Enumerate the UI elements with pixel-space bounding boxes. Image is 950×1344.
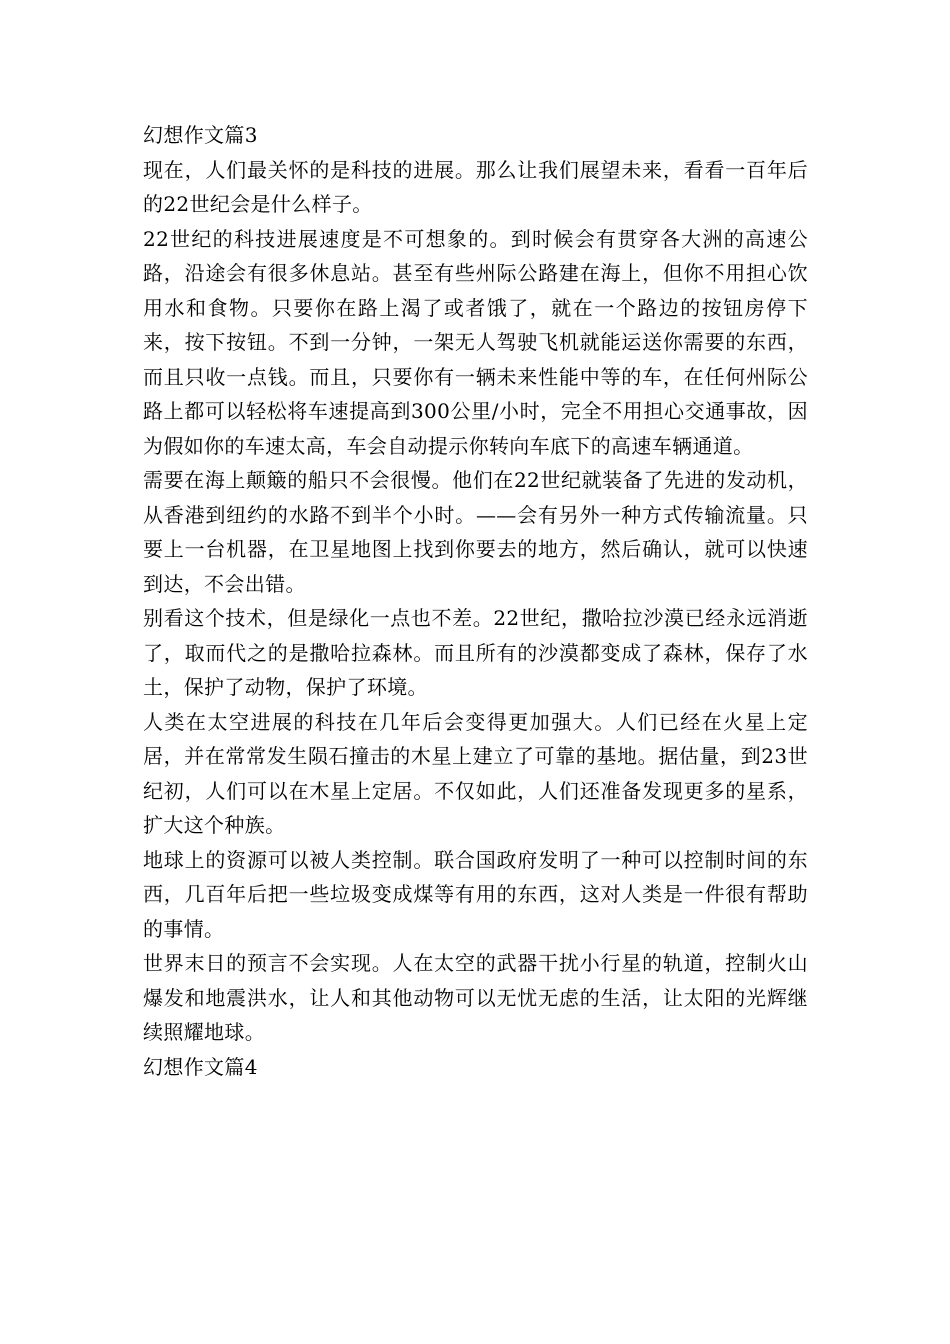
paragraph-greening: 别看这个技术，但是绿化一点也不差。22世纪，撒哈拉沙漠已经永远消逝了，取而代之的是撒哈拉森林。而且所有的沙漠都变成了森林，保存了水土，保护了动物，保护了环境。 — [143, 606, 808, 699]
paragraph-intro: 现在，人们最关怀的是科技的进展。那么让我们展望未来，看看一百年后的22世纪会是什么样子。 — [143, 157, 808, 216]
paragraph-highways: 22世纪的科技进展速度是不可想象的。到时候会有贯穿各大洲的高速公路，沿途会有很多休息站。甚至有些州际公路建在海上，但你不用担心饮用水和食物。只要你在路上渴了或者饿了，就在一个路边的按钮房停下来，按下按钮。不到一分钟，一架无人驾驶飞机就能运送你需要的东西，而且只收一点钱。而且，只要你有一辆未来性能中等的车，在任何州际公路上都可以轻松将车速提高到300公里/小时，完全不用担心交通事故，因为假如你的车速太高，车会自动提示你转向车底下的高速车辆通道。 — [143, 226, 808, 458]
paragraph-resources: 地球上的资源可以被人类控制。联合国政府发明了一种可以控制时间的东西，几百年后把一些垃圾变成煤等有用的东西，这对人类是一件很有帮助的事情。 — [143, 847, 808, 941]
paragraph-space: 人类在太空进展的科技在几年后会变得更加强大。人们已经在火星上定居，并在常常发生陨石撞击的木星上建立了可靠的基地。据估量，到23世纪初，人们可以在木星上定居。不仅如此，人们还准备发现更多的星系，扩大这个种族。 — [143, 709, 808, 837]
paragraph-ships: 需要在海上颠簸的船只不会很慢。他们在22世纪就装备了先进的发动机，从香港到纽约的水路不到半个小时。——会有另外一种方式传输流量。只要上一台机器，在卫星地图上找到你要去的地方，然后确认，就可以快速到达，不会出错。 — [143, 468, 808, 596]
section-heading-4: 幻想作文篇4 — [143, 1054, 258, 1079]
paragraph-doomsday: 世界末日的预言不会实现。人在太空的武器干扰小行星的轨道，控制火山爆发和地震洪水，让人和其他动物可以无忧无虑的生活，让太阳的光辉继续照耀地球。 — [143, 951, 808, 1044]
document-body — [143, 118, 808, 1084]
section-heading-3: 幻想作文篇3 — [143, 123, 258, 147]
